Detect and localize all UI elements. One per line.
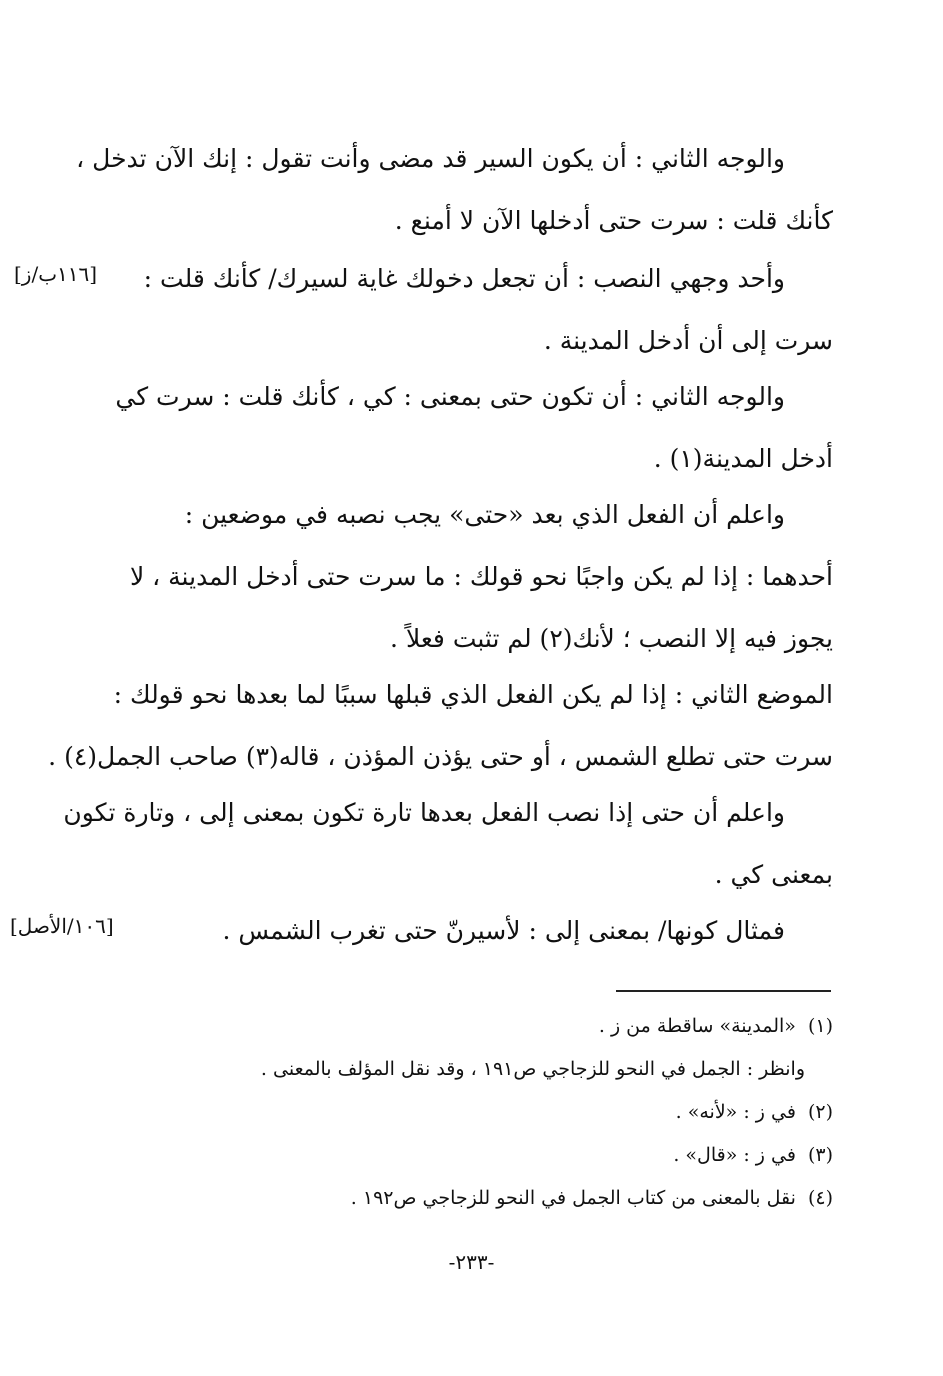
text-line: أحدهما : إذا لم يكن واجبًا نحو قولك : ما سرت حتى أدخل المدينة ، لا (129, 562, 833, 591)
text-line: بمعنى كي . (714, 860, 833, 889)
text-line: سرت حتى تطلع الشمس ، أو حتى يؤذن المؤذن ، قاله(٣) صاحب الجمل(٤) . (48, 742, 833, 771)
footnote-text: نقل بالمعنى من كتاب الجمل في النحو للزجاجي ص١٩٢ . (350, 1187, 796, 1209)
paragraph-3 (115, 366, 833, 490)
paragraph-4 (123, 484, 833, 546)
footnote-number: (١) (807, 1015, 833, 1037)
footnote-divider (616, 990, 831, 992)
footnote-number: (٢) (807, 1101, 833, 1123)
footnote-text: وانظر : الجمل في النحو للزجاجي ص١٩١ ، وقد نقل المؤلف بالمعنى . (260, 1058, 805, 1080)
paragraph-7 (63, 782, 833, 906)
text-line: وأحد وجهي النصب : أن تجعل دخولك غاية لسيرك/ كأنك قلت : (143, 264, 785, 293)
text-line: كأنك قلت : سرت حتى أدخلها الآن لا أمنع . (394, 206, 833, 235)
paragraph-1 (76, 128, 833, 252)
footnote-number: (٣) (807, 1144, 833, 1166)
footnote-4 (123, 1177, 833, 1220)
footnote-number: (٤) (807, 1187, 833, 1209)
footnote-1 (123, 1005, 833, 1048)
paragraph-8 (123, 900, 833, 962)
text-line: والوجه الثاني : أن تكون حتى بمعنى : كي ، كأنك قلت : سرت كي (115, 382, 785, 411)
page-number: -٢٣٣- (448, 1250, 495, 1274)
footnote-text: «المدينة» ساقطة من ز . (598, 1015, 796, 1037)
text-line: واعلم أن حتى إذا نصب الفعل بعدها تارة تكون بمعنى إلى ، وتارة تكون (63, 798, 785, 827)
paragraph-2 (123, 248, 833, 372)
text-line: فمثال كونها/ بمعنى إلى : لأسيرنّ حتى تغرب الشمس . (222, 916, 785, 945)
footnote-3 (123, 1134, 833, 1177)
text-line: واعلم أن الفعل الذي بعد «حتى» يجب نصبه في موضعين : (184, 500, 785, 529)
text-line: والوجه الثاني : أن يكون السير قد مضى وأنت تقول : إنك الآن تدخل ، (76, 144, 785, 173)
text-line: يجوز فيه إلا النصب ؛ لأنك(٢) لم تثبت فعلاً . (390, 624, 833, 653)
footnote-1-continuation (123, 1048, 833, 1091)
text-line: أدخل المدينة(١) . (653, 444, 833, 473)
margin-note-manuscript-z: [١١٦ب/ز] (14, 262, 98, 286)
footnote-text: في ز : «قال» . (673, 1144, 796, 1166)
text-line: الموضع الثاني : إذا لم يكن الفعل الذي قبلها سببًا لما بعدها نحو قولك : (113, 680, 833, 709)
text-line: سرت إلى أن أدخل المدينة . (543, 326, 833, 355)
footnote-2 (123, 1091, 833, 1134)
paragraph-5 (123, 546, 833, 670)
footnote-text: في ز : «لأنه» . (675, 1101, 796, 1123)
footnotes (123, 1005, 833, 1220)
margin-note-manuscript-original: [١٠٦/الأصل] (10, 914, 114, 938)
paragraph-6 (48, 664, 833, 788)
